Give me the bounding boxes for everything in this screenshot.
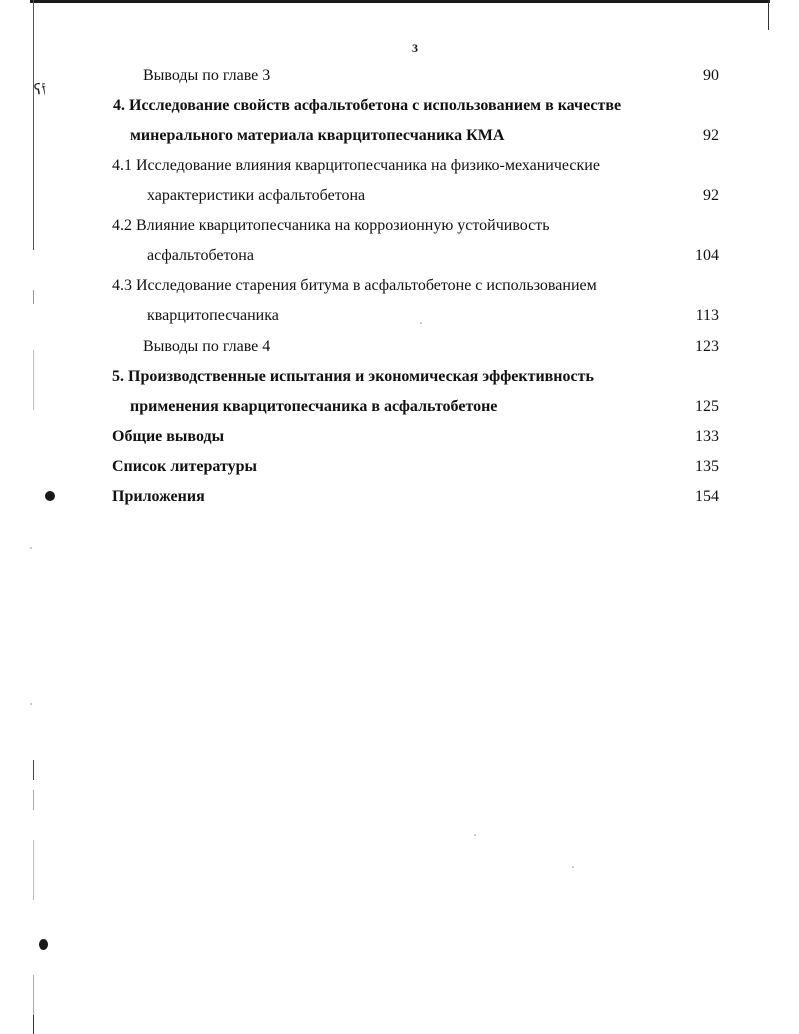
toc-entry-page: 135: [695, 458, 719, 475]
toc-entry-page: 113: [695, 307, 719, 324]
toc-entry-page: 154: [695, 488, 719, 505]
toc-entry-title: Общие выводы: [112, 428, 225, 445]
toc-entry-title: 5. Производственные испытания и экономическая эффективность: [112, 368, 594, 385]
toc-entry: [0, 452, 799, 482]
scan-left-edge: [33, 1015, 34, 1034]
toc-entry-title: Список литературы: [112, 458, 257, 475]
toc-entry: [0, 241, 799, 271]
toc-entry: [0, 181, 799, 211]
toc-entry-page: 92: [703, 127, 719, 144]
toc-entry-title: 4.3 Исследование старения битума в асфальтобетоне с использованием: [112, 277, 597, 294]
toc-entry-title: 4. Исследование свойств асфальтобетона с использованием в качестве: [113, 97, 622, 114]
toc-entry-page: 90: [703, 67, 719, 84]
page-number: 3: [412, 41, 418, 55]
toc-entry-title: 4.2 Влияние кварцитопесчаника на коррозионную устойчивость: [112, 217, 550, 234]
toc-entry-page: 125: [695, 398, 719, 415]
scan-right-edge: [768, 0, 769, 30]
toc-entry: [0, 91, 799, 121]
toc-entry: [0, 392, 799, 422]
scan-speck: [474, 834, 476, 836]
toc-entry: [0, 362, 799, 392]
scan-left-edge: [33, 760, 34, 780]
scan-speck: [30, 547, 32, 549]
toc-entry-title: Выводы по главе 3: [143, 67, 271, 84]
scan-mark-icon: ʕ𝔣: [32, 79, 48, 99]
toc-entry-page: 104: [695, 247, 719, 264]
toc-entry: [0, 271, 799, 301]
toc-entry-title: кварцитопесчаника: [147, 307, 279, 324]
toc-entry: [0, 121, 799, 151]
scan-top-border: [30, 0, 770, 3]
toc-entry: [0, 61, 799, 91]
toc-entry: [0, 422, 799, 452]
scan-left-edge: [33, 790, 34, 810]
toc-entry: [0, 301, 799, 331]
toc-entry-page: 133: [695, 428, 719, 445]
scan-speck: [30, 703, 32, 705]
toc-entry: [0, 332, 799, 362]
toc-entry-page: 123: [695, 338, 719, 355]
toc-entry-title: Приложения: [112, 488, 205, 505]
scan-speck: [572, 866, 574, 868]
toc-entry-page: 92: [703, 187, 719, 204]
toc-entry: [0, 482, 799, 512]
scan-left-edge: [33, 840, 34, 900]
toc-entry-title: асфальтобетона: [147, 247, 254, 264]
toc-entry-title: минерального материала кварцитопесчаника КМА: [130, 127, 505, 144]
scan-left-edge: [33, 975, 34, 1015]
toc-entry-title: характеристики асфальтобетона: [147, 187, 366, 204]
toc-entry: [0, 151, 799, 181]
toc-entry-title: применения кварцитопесчаника в асфальтобетоне: [130, 398, 498, 415]
toc-entry-title: Выводы по главе 4: [143, 338, 271, 355]
toc-entry-title: 4.1 Исследование влияния кварцитопесчаника на физико-механические: [112, 157, 600, 174]
scan-dot-mark: [39, 939, 48, 950]
toc-entry: [0, 211, 799, 241]
